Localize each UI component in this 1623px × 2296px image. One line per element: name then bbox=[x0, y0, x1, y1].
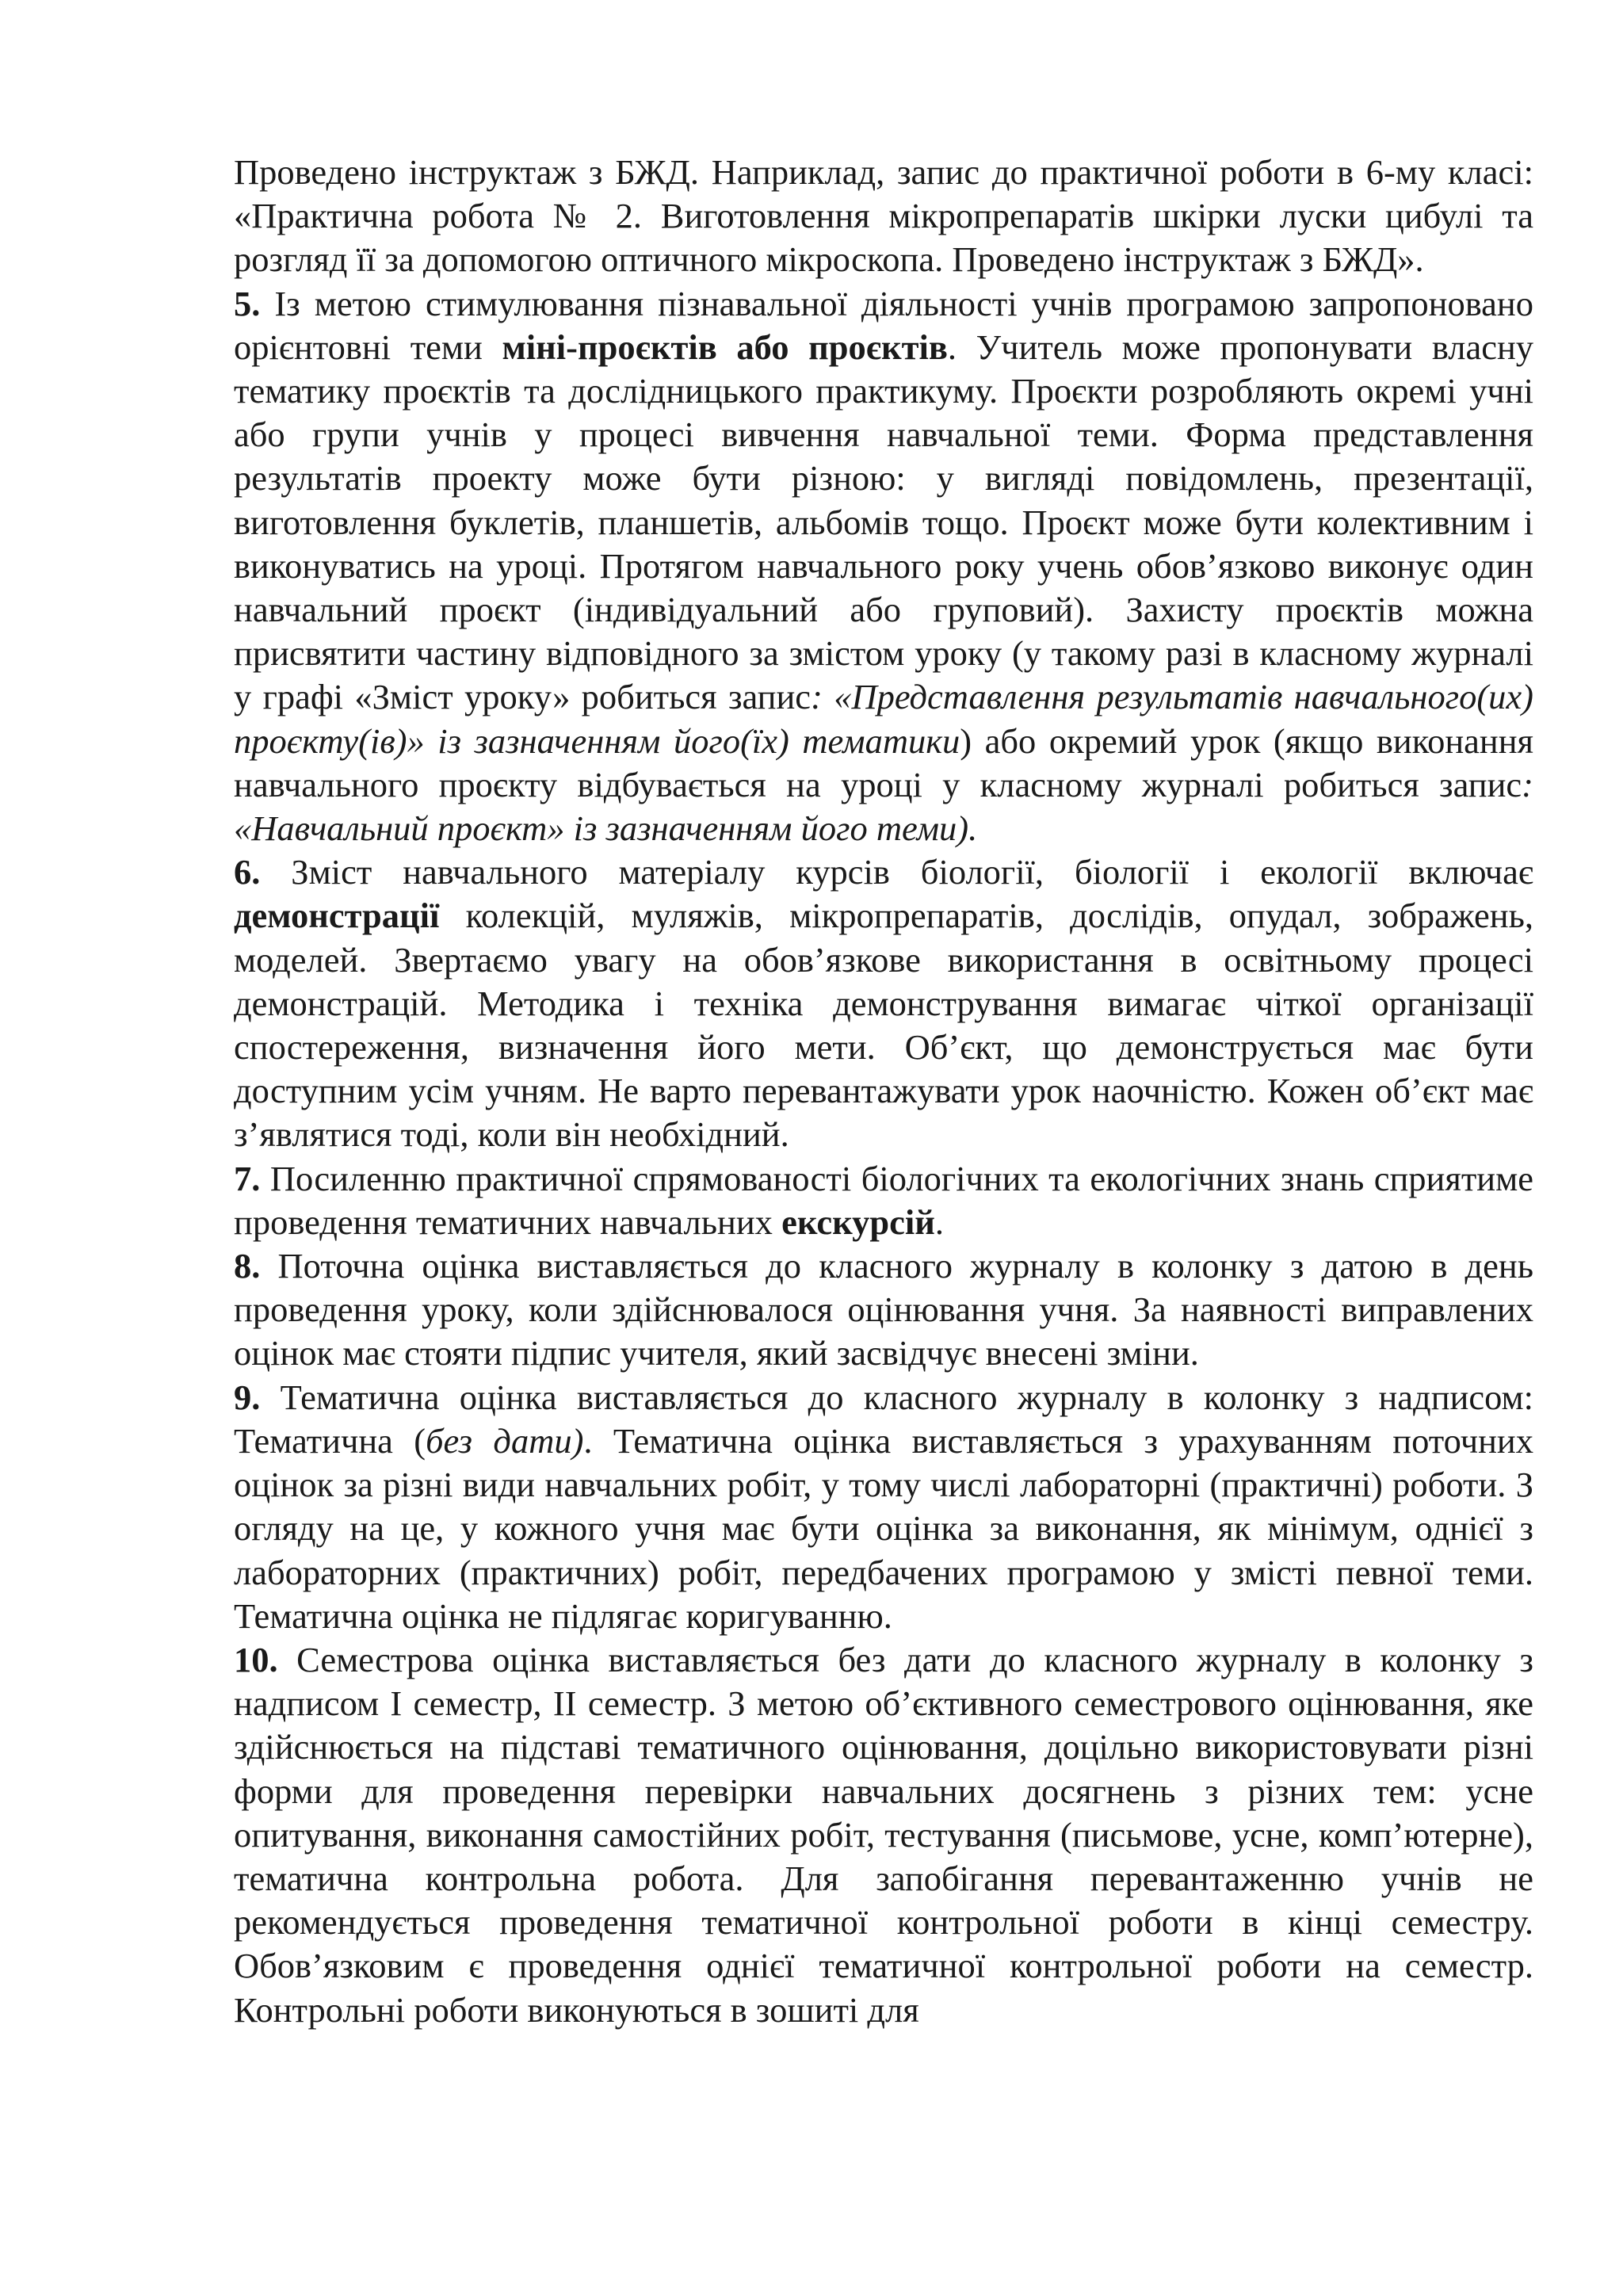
italic-record-example: : «Навчальний проєкт» із зазначенням його теми). bbox=[234, 764, 1533, 849]
paragraph-text: колекцій, муляжів, мікропрепаратів, дослідів, опудал, зображень, моделей. Звертаємо увагу на обов’язкове використання в освітньому процесі демонстрацій. Методика і техніка демонстрування вимагає чіткої організації спостереження, визначення його мети. Об’єкт, що демонструється має бути доступним усім учням. Не варто перевантажувати урок наочністю. Кожен об’єкт має з’являтися тоді, коли він необхідний. bbox=[234, 896, 1533, 1155]
paragraph-text: Із метою стимулювання пізнавальної діяльності учнів програмою запропоновано орієнтовні теми bbox=[234, 283, 1533, 367]
item-number: 8. bbox=[234, 1246, 261, 1286]
paragraph-item-10 bbox=[234, 1638, 1533, 2032]
paragraph-text: Семестрова оцінка виставляється без дати до класного журналу в колонку з надписом І семестр, ІІ семестр. З метою об’єктивного семестрового оцінювання, яке здійснюється на підставі тематичного оцінювання, доцільно використовувати різні форми для проведення перевірки навчальних досягнень з різних тем: усне опитування, виконання самостійних робіт, тестування (письмове, усне, комп’ютерне), тематична контрольна робота. Для запобігання перевантаженню учнів не рекомендується проведення тематичної контрольної роботи в кінці семестру. Обов’язковим є проведення однієї тематичної контрольної роботи на семестр. Контрольні роботи виконуються в зошиті для bbox=[234, 1639, 1533, 2030]
paragraph-text: Тематична оцінка виставляється до класного журналу в колонку з надписом: Тематична ( bbox=[234, 1377, 1533, 1461]
italic-record-example: : «Представлення результатів навчального(их) проєкту(ів)» із зазначенням його(їх) тематики bbox=[234, 677, 1533, 761]
paragraph-item-8 bbox=[234, 1244, 1533, 1376]
item-number: 10. bbox=[234, 1639, 278, 1679]
item-number: 6. bbox=[234, 852, 261, 892]
item-number: 7. bbox=[234, 1158, 261, 1198]
item-number: 5. bbox=[234, 283, 261, 323]
paragraph-text: Посиленню практичної спрямованості біологічних та екологічних знань сприятиме проведення тематичних навчальних bbox=[234, 1158, 1533, 1242]
paragraph-text: ) або окремий урок (якщо виконання навчального проєкту відбувається на уроці у класному журналі робиться запис bbox=[234, 720, 1533, 804]
bold-term-excursions: екскурсій bbox=[781, 1201, 935, 1242]
paragraph-item-9 bbox=[234, 1376, 1533, 1638]
paragraph-text: Зміст навчального матеріалу курсів біології, біології і екології включає bbox=[260, 852, 1533, 892]
paragraph-text: . bbox=[934, 1201, 944, 1242]
paragraph-intro bbox=[234, 151, 1533, 282]
item-number: 9. bbox=[234, 1377, 261, 1417]
paragraph-item-5 bbox=[234, 282, 1533, 851]
paragraph-text: Проведено інструктаж з БЖД. Наприклад, запис до практичної роботи в 6-му класі: «Практична робота № 2. Виготовлення мікропрепаратів шкірки луски цибулі та розгляд її за допомогою оптичного мікроскопа. Проведено інструктаж з БЖД». bbox=[234, 152, 1533, 280]
document-page bbox=[234, 151, 1533, 2032]
bold-term-demonstrations: демонстрації bbox=[234, 896, 440, 936]
paragraph-item-7 bbox=[234, 1157, 1533, 1244]
paragraph-text: . Тематична оцінка виставляється з урахуванням поточних оцінок за різні види навчальних робіт, у тому числі лабораторні (практичні) роботи. З огляду на це, у кожного учня має бути оцінка за виконання, як мінімум, однієї з лабораторних (практичних) робіт, передбачених програмою у змісті певної теми. Тематична оцінка не підлягає коригуванню. bbox=[234, 1420, 1533, 1636]
paragraph-text: . Учитель може пропонувати власну тематику проєктів та дослідницького практикуму. Проєкти розробляють окремі учні або групи учнів у процесі вивчення навчальної теми. Форма представлення результатів проекту може бути різною: у вигляді повідомлень, презентації, виготовлення буклетів, планшетів, альбомів тощо. Проєкт може бути колективним і виконуватись на уроці. Протягом навчального року учень обов’язково виконує один навчальний проєкт (індивідуальний або груповий). Захисту проєктів можна присвятити частину відповідного за змістом уроку (у такому разі в класному журналі у графі «Зміст уроку» робиться запис bbox=[234, 327, 1534, 717]
paragraph-item-6 bbox=[234, 850, 1533, 1156]
paragraph-text: Поточна оцінка виставляється до класного журналу в колонку з датою в день проведення уроку, коли здійснювалося оцінювання учня. За наявності виправлених оцінок має стояти підпис учителя, який засвідчує внесені зміни. bbox=[234, 1246, 1533, 1373]
bold-term-projects: міні-проєктів або проєктів bbox=[502, 327, 948, 367]
italic-no-date: без дати) bbox=[426, 1420, 584, 1461]
